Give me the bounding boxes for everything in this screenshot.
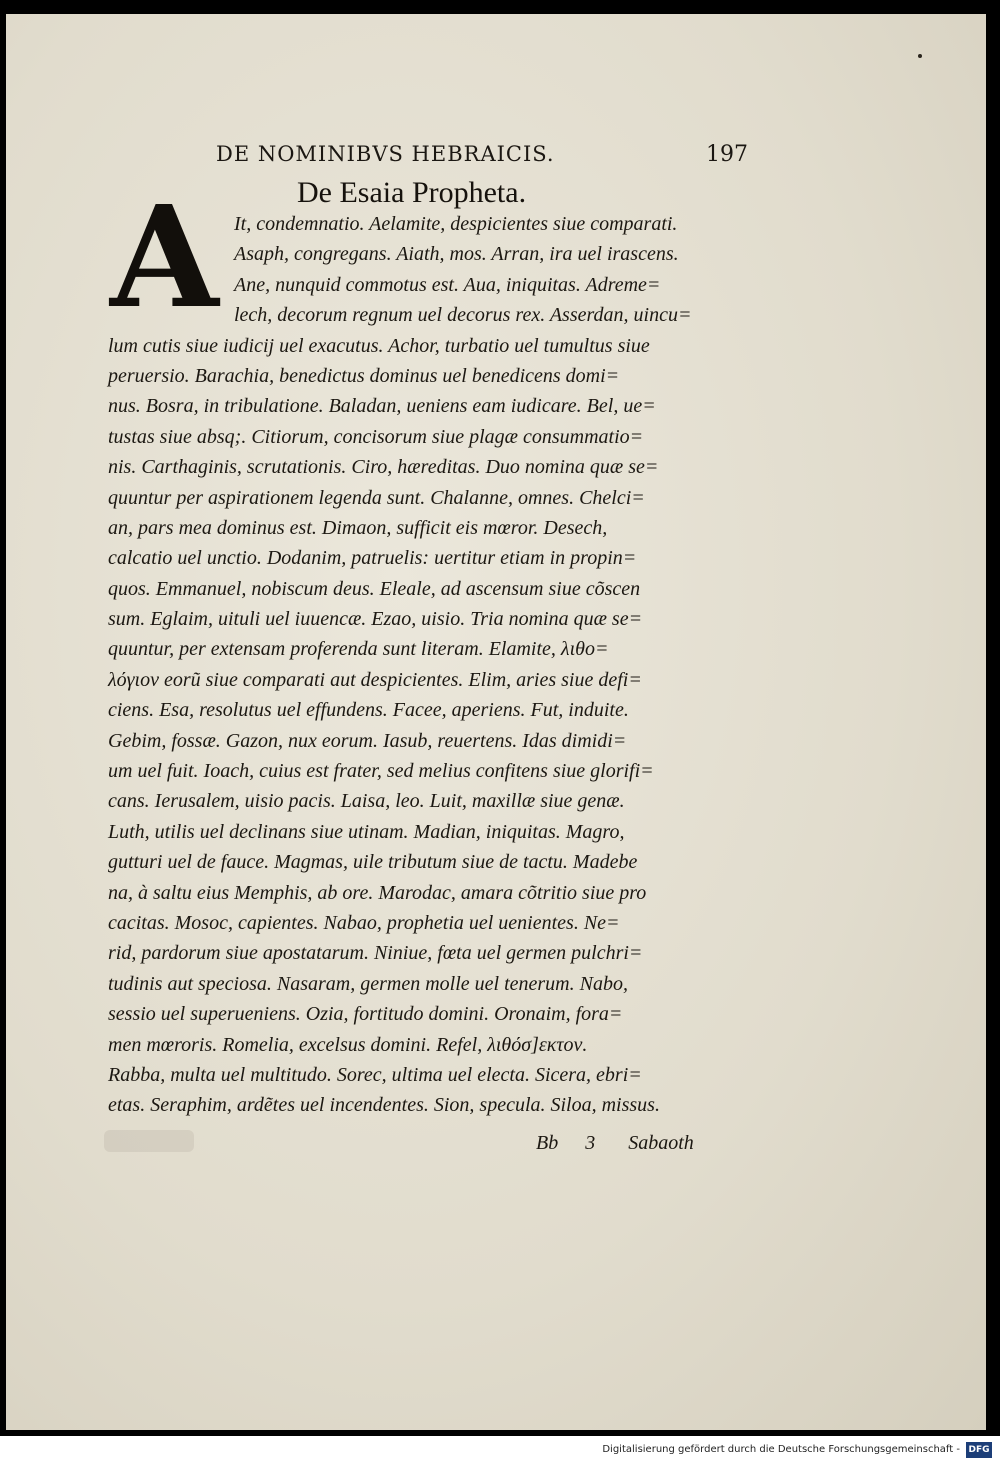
signature-mark: Bb	[536, 1132, 559, 1154]
text-line: cans. Ierusalem, uisio pacis. Laisa, leo. Luit, maxillæ siue genæ.	[108, 790, 625, 813]
text-line: lum cutis siue iudicij uel exacutus. Achor, turbatio uel tumultus siue	[108, 334, 650, 357]
text-line: peruersio. Barachia, benedictus dominus uel benedicens domi=	[108, 364, 620, 387]
text-line: sum. Eglaim, uituli uel iuuencæ. Ezao, uisio. Tria nomina quæ se=	[108, 608, 643, 631]
text-line: men mœroris. Romelia, excelsus domini. Refel, λιθόσ]εκτον.	[108, 1033, 588, 1056]
text-line: It, condemnatio. Aelamite, despicientes siue comparati.	[234, 213, 678, 235]
text-line: nus. Bosra, in tribulatione. Baladan, ueniens eam iudicare. Bel, ue=	[108, 395, 656, 418]
text-line: na, à saltu eius Memphis, ab ore. Marodac, amara cõtritio siue pro	[108, 881, 647, 904]
text-line: λόγιον eorũ siue comparati aut despicientes. Elim, aries siue defi=	[108, 668, 642, 691]
ink-speck	[918, 54, 922, 58]
text-line: quuntur per aspirationem legenda sunt. Chalanne, omnes. Chelci=	[108, 486, 645, 509]
catchword: Sabaoth	[628, 1132, 694, 1154]
text-line: etas. Seraphim, ardẽtes uel incendentes. Sion, specula. Siloa, missus.	[108, 1094, 660, 1117]
text-line: tustas siue absq;. Citiorum, concisorum siue plagæ consummatio=	[108, 425, 644, 448]
text-line: nis. Carthaginis, scrutationis. Ciro, hæreditas. Duo nomina quæ se=	[108, 456, 659, 479]
text-line: Ane, nunquid commotus est. Aua, iniquitas. Adreme=	[234, 273, 661, 296]
text-line: tudinis aut speciosa. Nasaram, germen molle uel tenerum. Nabo,	[108, 972, 628, 995]
text-line: Asaph, congregans. Aiath, mos. Arran, ira uel irascens.	[234, 243, 679, 266]
credit-text: Digitalisierung gefördert durch die Deutsche Forschungsgemeinschaft -	[602, 1444, 960, 1455]
section-title: De Esaia Propheta.	[297, 176, 527, 209]
text-line: gutturi uel de fauce. Magmas, uile tributum siue de tactu. Madebe	[108, 851, 638, 874]
drop-cap-initial: A	[110, 176, 219, 340]
text-line: quos. Emmanuel, nobiscum deus. Eleale, ad ascensum siue cõscen	[108, 577, 641, 600]
text-line: quuntur, per extensam proferenda sunt literam. Elamite, λιθο=	[108, 638, 609, 661]
text-line: cacitas. Mosoc, capientes. Nabao, prophetia uel uenientes. Ne=	[108, 911, 620, 934]
page-footer	[536, 1132, 706, 1155]
credit-bar	[0, 1436, 1000, 1466]
dfg-logo[interactable]: DFG	[966, 1442, 992, 1458]
text-line: um uel fuit. Ioach, cuius est frater, sed melius confitens siue glorifi=	[108, 760, 654, 783]
text-line: Luth, utilis uel declinans siue utinam. Madian, iniquitas. Magro,	[108, 820, 625, 843]
text-line: lech, decorum regnum uel decorus rex. Asserdan, uincu=	[234, 304, 692, 327]
text-line: Gebim, fossæ. Gazon, nux eorum. Iasub, reuertens. Idas dimidi=	[108, 729, 627, 752]
text-line: Rabba, multa uel multitudo. Sorec, ultima uel electa. Sicera, ebri=	[108, 1063, 642, 1086]
text-line: ciens. Esa, resolutus uel effundens. Facee, aperiens. Fut, induite.	[108, 699, 629, 722]
text-line: calcatio uel unctio. Dodanim, patruelis: uertitur etiam in propin=	[108, 547, 637, 570]
paper-stain	[104, 1130, 194, 1152]
signature-number: 3	[585, 1132, 596, 1154]
running-title: DE NOMINIBVS HEBRAICIS.	[216, 142, 555, 166]
body-text	[108, 209, 708, 1121]
text-line: rid, pardorum siue apostatarum. Niniue, fœta uel germen pulchri=	[108, 942, 643, 965]
book-page	[6, 14, 986, 1430]
text-line: sessio uel superueniens. Ozia, fortitudo domini. Oronaim, fora=	[108, 1003, 623, 1026]
text-line: an, pars mea dominus est. Dimaon, sufficit eis mœror. Desech,	[108, 516, 608, 539]
page-number: 197	[706, 142, 748, 167]
